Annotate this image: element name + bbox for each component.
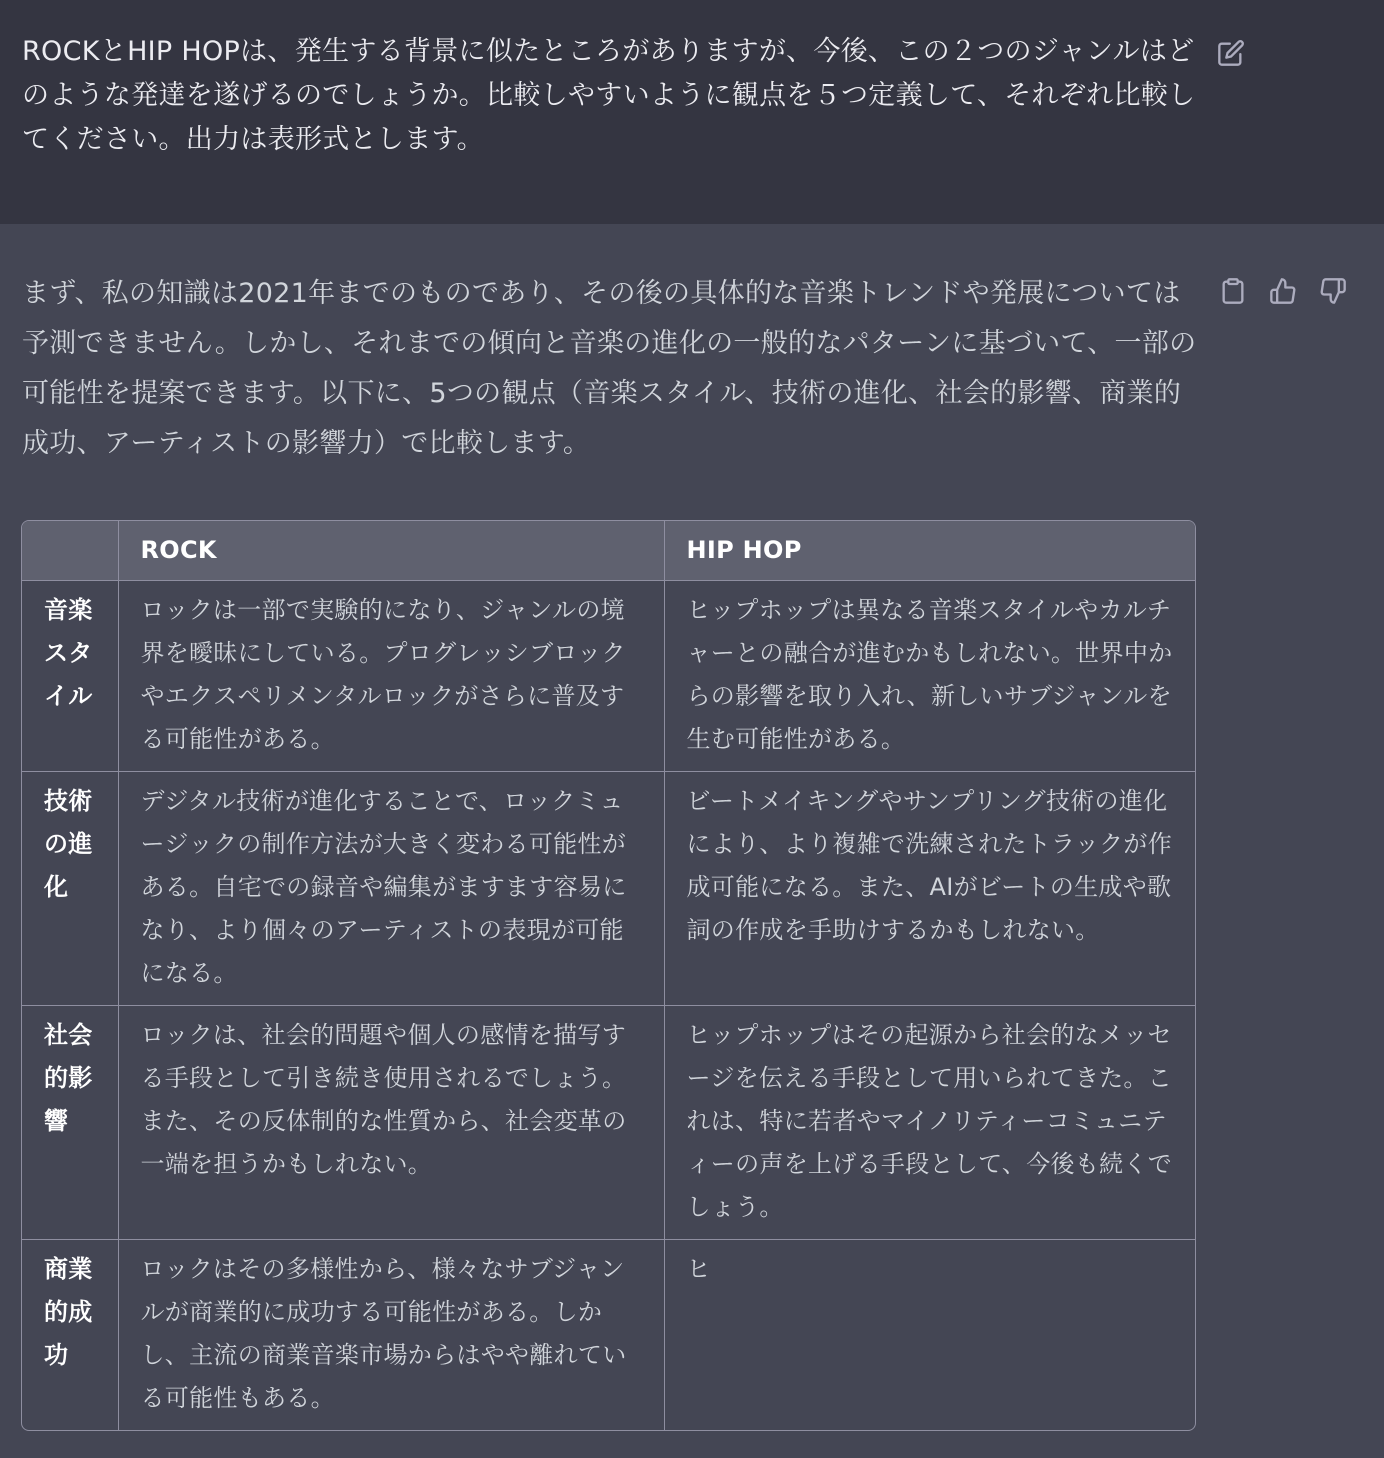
assistant-intro-text: まず、私の知識は2021年までのものであり、その後の具体的な音楽トレンドや発展については予測できません。しかし、それまでの傾向と音楽の進化の一般的なパターンに基づいて、一部の可能性を提案できます。以下に、5つの観点（音楽スタイル、技術の進化、社会的影響、商業的成功、アーティストの影響力）で比較します。 (22, 278, 1197, 459)
message-actions (1216, 274, 1350, 308)
hiphop-cell: ヒップホップはその起源から社会的なメッセージを伝える手段として用いられてきた。これは、特に若者やマイノリティーコミュニティーの声を上げる手段として、今後も続くでしょう。 (664, 1006, 1195, 1240)
aspect-cell: 技術の進化 (22, 772, 118, 1006)
thumbs-up-icon[interactable] (1266, 274, 1300, 308)
aspect-cell: 商業的成功 (22, 1240, 118, 1431)
rock-cell: デジタル技術が進化することで、ロックミュージックの制作方法が大きく変わる可能性がある。自宅での録音や編集がますます容易になり、より個々のアーティストの表現が可能になる。 (118, 772, 664, 1006)
table-header-hiphop: HIP HOP (664, 521, 1195, 581)
table-row (22, 772, 1195, 1006)
table-header-rock: ROCK (118, 521, 664, 581)
hiphop-cell: ヒ (664, 1240, 1195, 1431)
edit-icon[interactable] (1214, 36, 1248, 70)
thumbs-down-icon[interactable] (1316, 274, 1350, 308)
clipboard-icon[interactable] (1216, 274, 1250, 308)
assistant-message (0, 224, 1384, 1458)
user-message (0, 0, 1384, 224)
comparison-table (21, 520, 1196, 1431)
table-row (22, 1006, 1195, 1240)
table-row (22, 581, 1195, 772)
table-header-row (22, 521, 1195, 581)
hiphop-cell: ビートメイキングやサンプリング技術の進化により、より複雑で洗練されたトラックが作成可能になる。また、AIがビートの生成や歌詞の作成を手助けするかもしれない。 (664, 772, 1195, 1006)
rock-cell: ロックはその多様性から、様々なサブジャンルが商業的に成功する可能性がある。しかし、主流の商業音楽市場からはやや離れている可能性もある。 (118, 1240, 664, 1431)
aspect-cell: 音楽スタイル (22, 581, 118, 772)
user-message-text: ROCKとHIP HOPは、発生する背景に似たところがありますが、今後、この２つのジャンルはどのような発達を遂げるのでしょうか。比較しやすいように観点を５つ定義して、それぞれ比較してください。出力は表形式とします。 (22, 36, 1196, 155)
table-header-aspect (22, 521, 118, 581)
rock-cell: ロックは、社会的問題や個人の感情を描写する手段として引き続き使用されるでしょう。また、その反体制的な性質から、社会変革の一端を担うかもしれない。 (118, 1006, 664, 1240)
table-row (22, 1240, 1195, 1431)
aspect-cell: 社会的影響 (22, 1006, 118, 1240)
rock-cell: ロックは一部で実験的になり、ジャンルの境界を曖昧にしている。プログレッシブロックやエクスペリメンタルロックがさらに普及する可能性がある。 (118, 581, 664, 772)
hiphop-cell: ヒップホップは異なる音楽スタイルやカルチャーとの融合が進むかもしれない。世界中からの影響を取り入れ、新しいサブジャンルを生む可能性がある。 (664, 581, 1195, 772)
